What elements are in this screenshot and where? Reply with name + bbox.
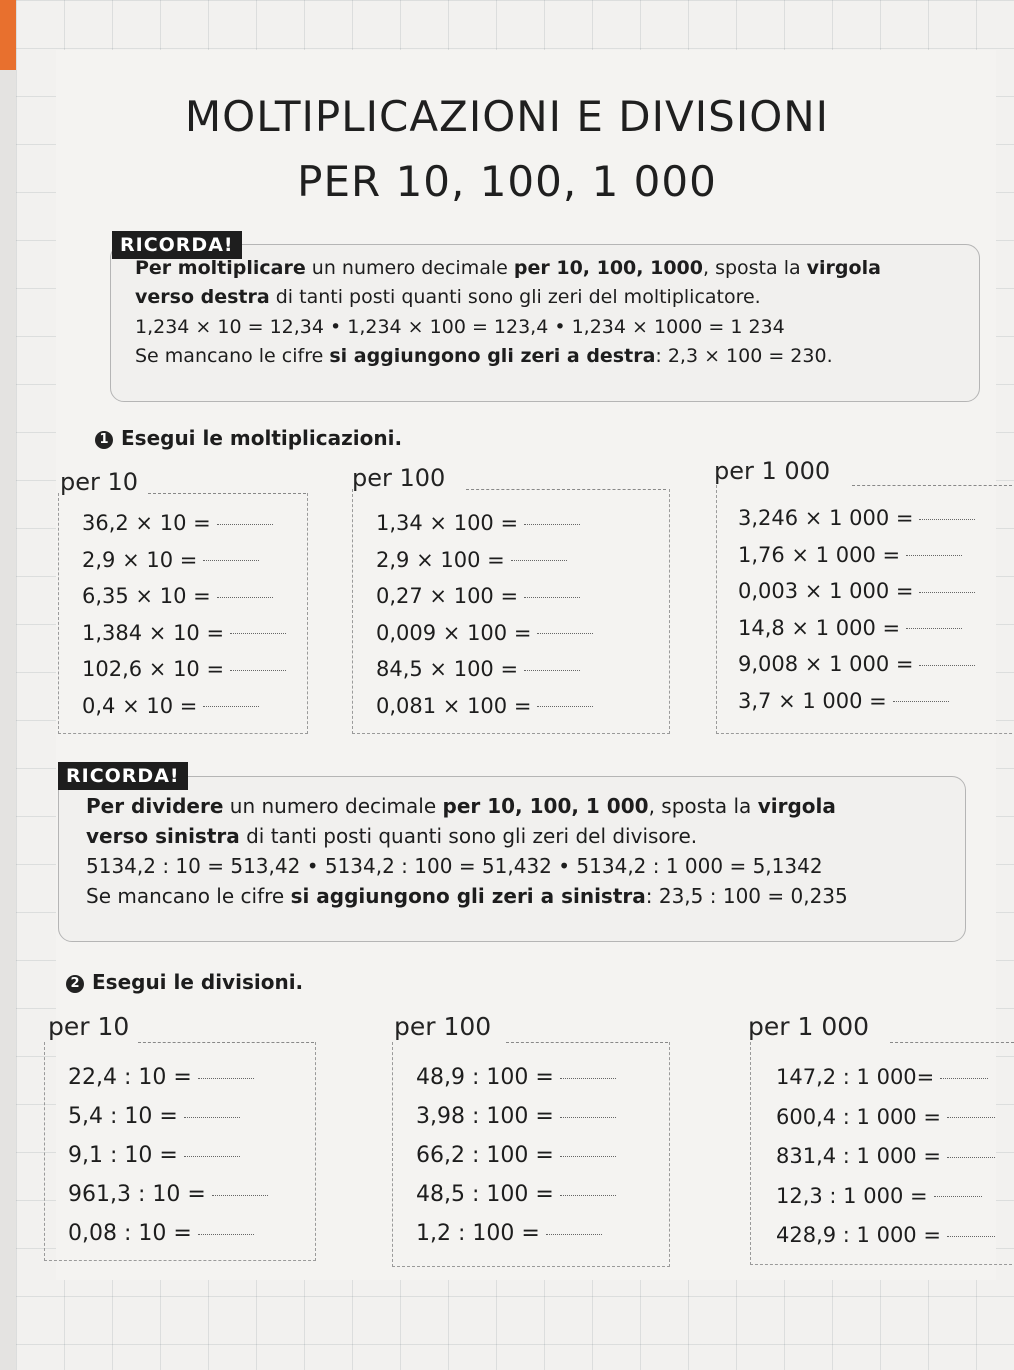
- operation: [376, 578, 593, 615]
- operation: [776, 1098, 995, 1138]
- operation: [82, 542, 286, 579]
- rule-example: : 2,3 × 100 = 230.: [655, 345, 833, 368]
- exercise-title: Esegui le moltiplicazioni.: [121, 426, 403, 450]
- operation: [416, 1097, 616, 1136]
- ops-list-divide-1000: [776, 1058, 995, 1256]
- exercise-title: Esegui le divisioni.: [92, 970, 304, 994]
- col-label-per-10: per 10: [48, 1012, 130, 1041]
- operation: [376, 542, 593, 579]
- answer-blank[interactable]: [203, 706, 259, 707]
- rule-keyword: Per dividere: [86, 794, 224, 818]
- rule-example: 1,234 × 10 = 12,34 • 1,234 × 100 = 123,4 • 1,234 × 1000 = 1 234: [135, 315, 785, 338]
- ricorda-tag: RICORDA!: [58, 762, 188, 790]
- rule-text: Se mancano le cifre: [135, 345, 330, 368]
- operation-text: 36,2 × 10 =: [82, 511, 211, 535]
- operation-text: 1,384 × 10 =: [82, 620, 225, 645]
- answer-blank[interactable]: [230, 670, 286, 671]
- page-subtitle: PER 10, 100, 1 000: [297, 157, 717, 206]
- operation: [776, 1137, 995, 1177]
- exercise-number: 1: [95, 431, 113, 449]
- operation-text: 102,6 × 10 =: [82, 657, 225, 681]
- answer-blank[interactable]: [198, 1234, 254, 1235]
- operation: [376, 688, 593, 725]
- answer-blank[interactable]: [947, 1157, 995, 1158]
- operation-text: 48,9 : 100 =: [416, 1065, 554, 1090]
- answer-blank[interactable]: [919, 665, 975, 666]
- rule-keyword: virgola: [757, 794, 836, 818]
- operation-text: 3,246 × 1 000 =: [738, 506, 914, 530]
- operation: [738, 500, 975, 537]
- operation: [68, 1058, 268, 1097]
- rule-text: un numero decimale: [223, 794, 443, 818]
- answer-blank[interactable]: [184, 1117, 240, 1118]
- answer-blank[interactable]: [217, 524, 273, 525]
- rule-example: 5134,2 : 10 = 513,42 • 5134,2 : 100 = 51,432 • 5134,2 : 1 000 = 5,1342: [86, 854, 823, 878]
- answer-blank[interactable]: [524, 670, 580, 671]
- operation-text: 0,08 : 10 =: [68, 1221, 192, 1246]
- operation-text: 0,081 × 100 =: [376, 693, 532, 718]
- operation-text: 3,7 × 1 000 =: [738, 688, 887, 713]
- rule-keyword: virgola: [806, 257, 881, 279]
- answer-blank[interactable]: [184, 1156, 240, 1157]
- answer-blank[interactable]: [940, 1078, 988, 1079]
- col-label-per-1000: per 1 000: [714, 457, 831, 485]
- col-label-per-100: per 100: [352, 464, 446, 492]
- answer-blank[interactable]: [947, 1236, 995, 1237]
- answer-blank[interactable]: [524, 597, 580, 598]
- operation: [376, 651, 593, 688]
- operation: [416, 1175, 616, 1214]
- operation: [68, 1136, 268, 1175]
- operation-text: 3,98 : 100 =: [416, 1104, 554, 1129]
- rule-text: , sposta la: [648, 794, 758, 818]
- operation-text: 22,4 : 10 =: [68, 1065, 192, 1090]
- operation: [82, 615, 286, 652]
- col-label-per-1000: per 1 000: [748, 1012, 870, 1041]
- operation-text: 48,5 : 100 =: [416, 1182, 554, 1207]
- operation: [776, 1058, 995, 1098]
- ops-list-multiply-10: [82, 505, 286, 724]
- operation: [738, 537, 975, 574]
- rule-text: un numero decimale: [305, 257, 514, 279]
- exercise-1-header: [95, 426, 402, 450]
- rule-text: Se mancano le cifre: [86, 884, 291, 908]
- answer-blank[interactable]: [217, 597, 273, 598]
- operation: [68, 1175, 268, 1214]
- rule-example: : 23,5 : 100 = 0,235: [645, 884, 848, 908]
- operation-text: 428,9 : 1 000 =: [776, 1223, 941, 1247]
- page-title: MOLTIPLICAZIONI E DIVISIONI: [184, 92, 830, 141]
- operation-text: 0,27 × 100 =: [376, 584, 519, 608]
- operation: [738, 573, 975, 610]
- answer-blank[interactable]: [560, 1078, 616, 1079]
- rule-text: , sposta la: [703, 257, 807, 279]
- answer-blank[interactable]: [212, 1195, 268, 1196]
- operation-text: 9,1 : 10 =: [68, 1143, 178, 1168]
- operation-text: 9,008 × 1 000 =: [738, 652, 914, 676]
- operation-text: 2,9 × 10 =: [82, 547, 198, 572]
- rule-keyword: per 10, 100, 1000: [513, 257, 703, 279]
- operation: [776, 1177, 995, 1217]
- operation-text: 831,4 : 1 000 =: [776, 1144, 941, 1168]
- operation-text: 12,3 : 1 000 =: [776, 1183, 928, 1208]
- operation-text: 66,2 : 100 =: [416, 1143, 554, 1168]
- answer-blank[interactable]: [203, 560, 259, 561]
- operation-text: 0,4 × 10 =: [82, 693, 198, 718]
- ops-list-multiply-1000: [738, 500, 975, 719]
- operation-text: 1,2 : 100 =: [416, 1221, 540, 1246]
- answer-blank[interactable]: [198, 1078, 254, 1079]
- exercise-2-header: [66, 970, 303, 994]
- answer-blank[interactable]: [893, 701, 949, 702]
- book-edge: [0, 0, 16, 70]
- rule-keyword: per 10, 100, 1 000: [442, 794, 649, 818]
- operation: [738, 610, 975, 647]
- answer-blank[interactable]: [934, 1196, 982, 1197]
- operation: [416, 1058, 616, 1097]
- answer-blank[interactable]: [919, 592, 975, 593]
- answer-blank[interactable]: [230, 633, 286, 634]
- operation-text: 961,3 : 10 =: [68, 1182, 206, 1207]
- answer-blank[interactable]: [537, 633, 593, 634]
- operation-text: 0,003 × 1 000 =: [738, 579, 914, 603]
- operation-text: 6,35 × 10 =: [82, 584, 211, 608]
- operation-text: 14,8 × 1 000 =: [738, 615, 901, 640]
- operation: [376, 615, 593, 652]
- rule-keyword: Per moltiplicare: [135, 257, 306, 279]
- answer-blank[interactable]: [511, 560, 567, 561]
- operation: [376, 505, 593, 542]
- operation-text: 1,76 × 1 000 =: [738, 542, 901, 567]
- operation-text: 600,4 : 1 000 =: [776, 1104, 941, 1129]
- rule-text: di tanti posti quanti sono gli zeri del divisore.: [239, 824, 698, 848]
- operation: [738, 646, 975, 683]
- rule-text: di tanti posti quanti sono gli zeri del moltiplicatore.: [269, 286, 761, 309]
- answer-blank[interactable]: [560, 1156, 616, 1157]
- operation-text: 147,2 : 1 000=: [776, 1065, 935, 1089]
- ops-list-multiply-100: [376, 505, 593, 724]
- answer-blank[interactable]: [524, 524, 580, 525]
- operation: [82, 651, 286, 688]
- answer-blank[interactable]: [906, 555, 962, 556]
- operation: [82, 578, 286, 615]
- answer-blank[interactable]: [537, 706, 593, 707]
- answer-blank[interactable]: [947, 1117, 995, 1118]
- operation-text: 84,5 × 100 =: [376, 657, 519, 681]
- operation: [776, 1216, 995, 1256]
- operation-text: 5,4 : 10 =: [68, 1104, 178, 1129]
- ricorda-rule-multiply: [135, 254, 881, 372]
- operation-text: 0,009 × 100 =: [376, 620, 532, 645]
- exercise-number: 2: [66, 975, 84, 993]
- operation: [82, 505, 286, 542]
- operation: [82, 688, 286, 725]
- ricorda-rule-divide: [86, 791, 848, 911]
- answer-blank[interactable]: [906, 628, 962, 629]
- operation: [68, 1214, 268, 1253]
- operation: [738, 683, 975, 720]
- operation: [68, 1097, 268, 1136]
- ricorda-tag: RICORDA!: [112, 231, 242, 259]
- answer-blank[interactable]: [560, 1195, 616, 1196]
- answer-blank[interactable]: [560, 1117, 616, 1118]
- rule-keyword: verso sinistra: [86, 824, 240, 848]
- rule-keyword: verso destra: [135, 286, 270, 309]
- answer-blank[interactable]: [546, 1234, 602, 1235]
- operation: [416, 1136, 616, 1175]
- col-label-per-100: per 100: [394, 1012, 492, 1041]
- operation-text: 2,9 × 100 =: [376, 547, 505, 572]
- ops-list-divide-10: [68, 1058, 268, 1253]
- operation-text: 1,34 × 100 =: [376, 511, 519, 535]
- rule-keyword: si aggiungono gli zeri a destra: [329, 345, 656, 368]
- ops-list-divide-100: [416, 1058, 616, 1253]
- col-label-per-10: per 10: [60, 468, 139, 496]
- answer-blank[interactable]: [919, 519, 975, 520]
- operation: [416, 1214, 616, 1253]
- rule-keyword: si aggiungono gli zeri a sinistra: [290, 884, 646, 908]
